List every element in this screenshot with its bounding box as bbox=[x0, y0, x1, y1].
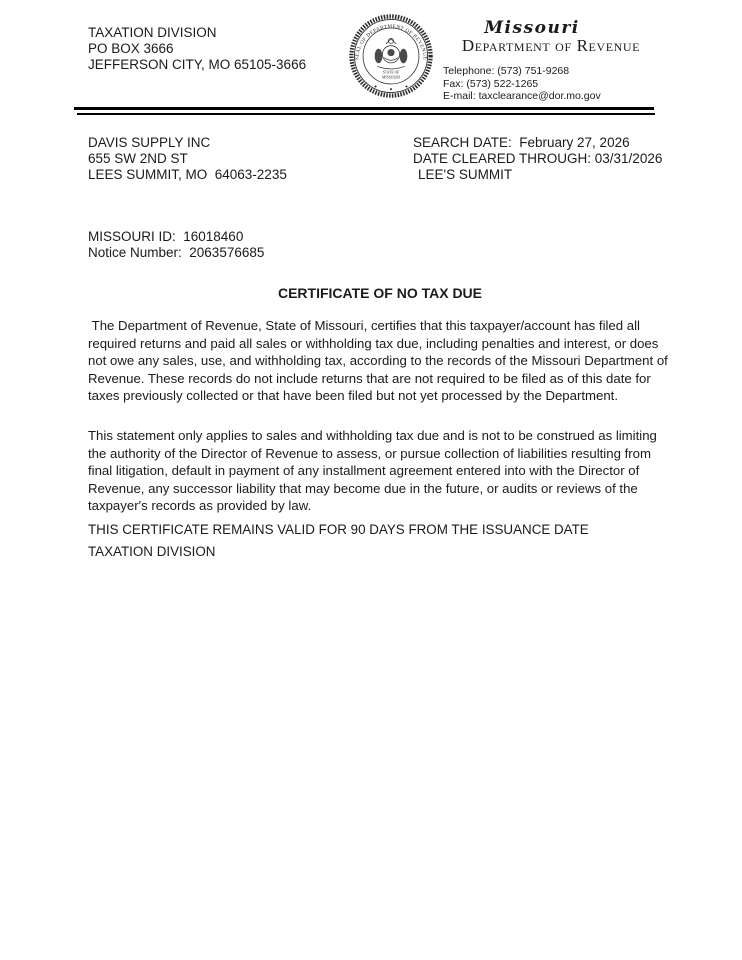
state-seal bbox=[348, 13, 434, 99]
certificate-paragraph-2: This statement only applies to sales and withholding tax due and is not to be construed as limiting the authority of the Director of Revenue to assess, or pursue collection of liabilities resulting from final litigation, default in payment of any installment agreement entered into with the Director of Revenue, any successor liability that may become due in the future, or audits or reviews of the taxpayer's records as provided by law. bbox=[88, 428, 661, 513]
header-rule-bottom bbox=[77, 113, 655, 115]
contact-fax: Fax: (573) 522-1265 bbox=[443, 77, 539, 90]
return-address-line: JEFFERSON CITY, MO 65105-3666 bbox=[88, 57, 307, 72]
recipient-city-state-zip: LEES SUMMIT, MO 64063-2235 bbox=[88, 167, 287, 182]
contact-email: E-mail: taxclearance@dor.mo.gov bbox=[443, 90, 601, 102]
search-info-block bbox=[413, 135, 662, 183]
agency-logo bbox=[448, 20, 654, 54]
certificate-paragraph-1: The Department of Revenue, State of Missouri, certifies that this taxpayer/account has filed all required returns and paid all sales or withholding tax due, including penalties and interest, or does not owe any sales, use, and withholding tax, according to the records of the Missouri Department of Revenue. These records do not include returns that are not required to be filed as of this date for taxes previously collected or that have been filed but not yet processed by the Department. bbox=[88, 318, 672, 403]
return-address-block bbox=[88, 25, 306, 73]
header-rule-top bbox=[74, 107, 654, 110]
recipient-street: 655 SW 2ND ST bbox=[88, 151, 188, 166]
certificate-title: CERTIFICATE OF NO TAX DUE bbox=[277, 285, 483, 301]
search-location: LEE'S SUMMIT bbox=[418, 167, 513, 182]
search-date: SEARCH DATE: February 27, 2026 bbox=[413, 135, 630, 150]
contact-block bbox=[443, 65, 601, 103]
state-seal-graphic bbox=[348, 13, 434, 99]
seal-inner-text-line1: STATE OF bbox=[382, 70, 400, 75]
agency-logo-name: Department of Revenue bbox=[461, 36, 641, 55]
seal-star bbox=[374, 85, 376, 87]
return-address-line: PO BOX 3666 bbox=[88, 41, 174, 56]
recipient-address-block bbox=[88, 135, 287, 183]
seal-star bbox=[405, 85, 407, 87]
missouri-id: MISSOURI ID: 16018460 bbox=[88, 229, 244, 244]
seal-ring-text: SEAL OF DEPARTMENT OF REVENUE bbox=[354, 23, 428, 61]
account-info-block bbox=[88, 229, 264, 261]
seal-inner-text-line2: MISSOURI bbox=[382, 75, 400, 80]
contact-telephone: Telephone: (573) 751-9268 bbox=[443, 65, 570, 77]
seal-coat-of-arms bbox=[375, 38, 408, 69]
return-address-line: TAXATION DIVISION bbox=[88, 25, 217, 40]
validity-statement: THIS CERTIFICATE REMAINS VALID FOR 90 DAYS FROM THE ISSUANCE DATE bbox=[88, 522, 589, 537]
notice-number: Notice Number: 2063576685 bbox=[88, 245, 265, 260]
signature-division: TAXATION DIVISION bbox=[88, 544, 216, 559]
seal-star bbox=[390, 88, 392, 90]
date-cleared-through: DATE CLEARED THROUGH: 03/31/2026 bbox=[413, 151, 663, 166]
agency-logo-script: Missouri bbox=[484, 18, 580, 38]
recipient-name: DAVIS SUPPLY INC bbox=[88, 135, 211, 150]
